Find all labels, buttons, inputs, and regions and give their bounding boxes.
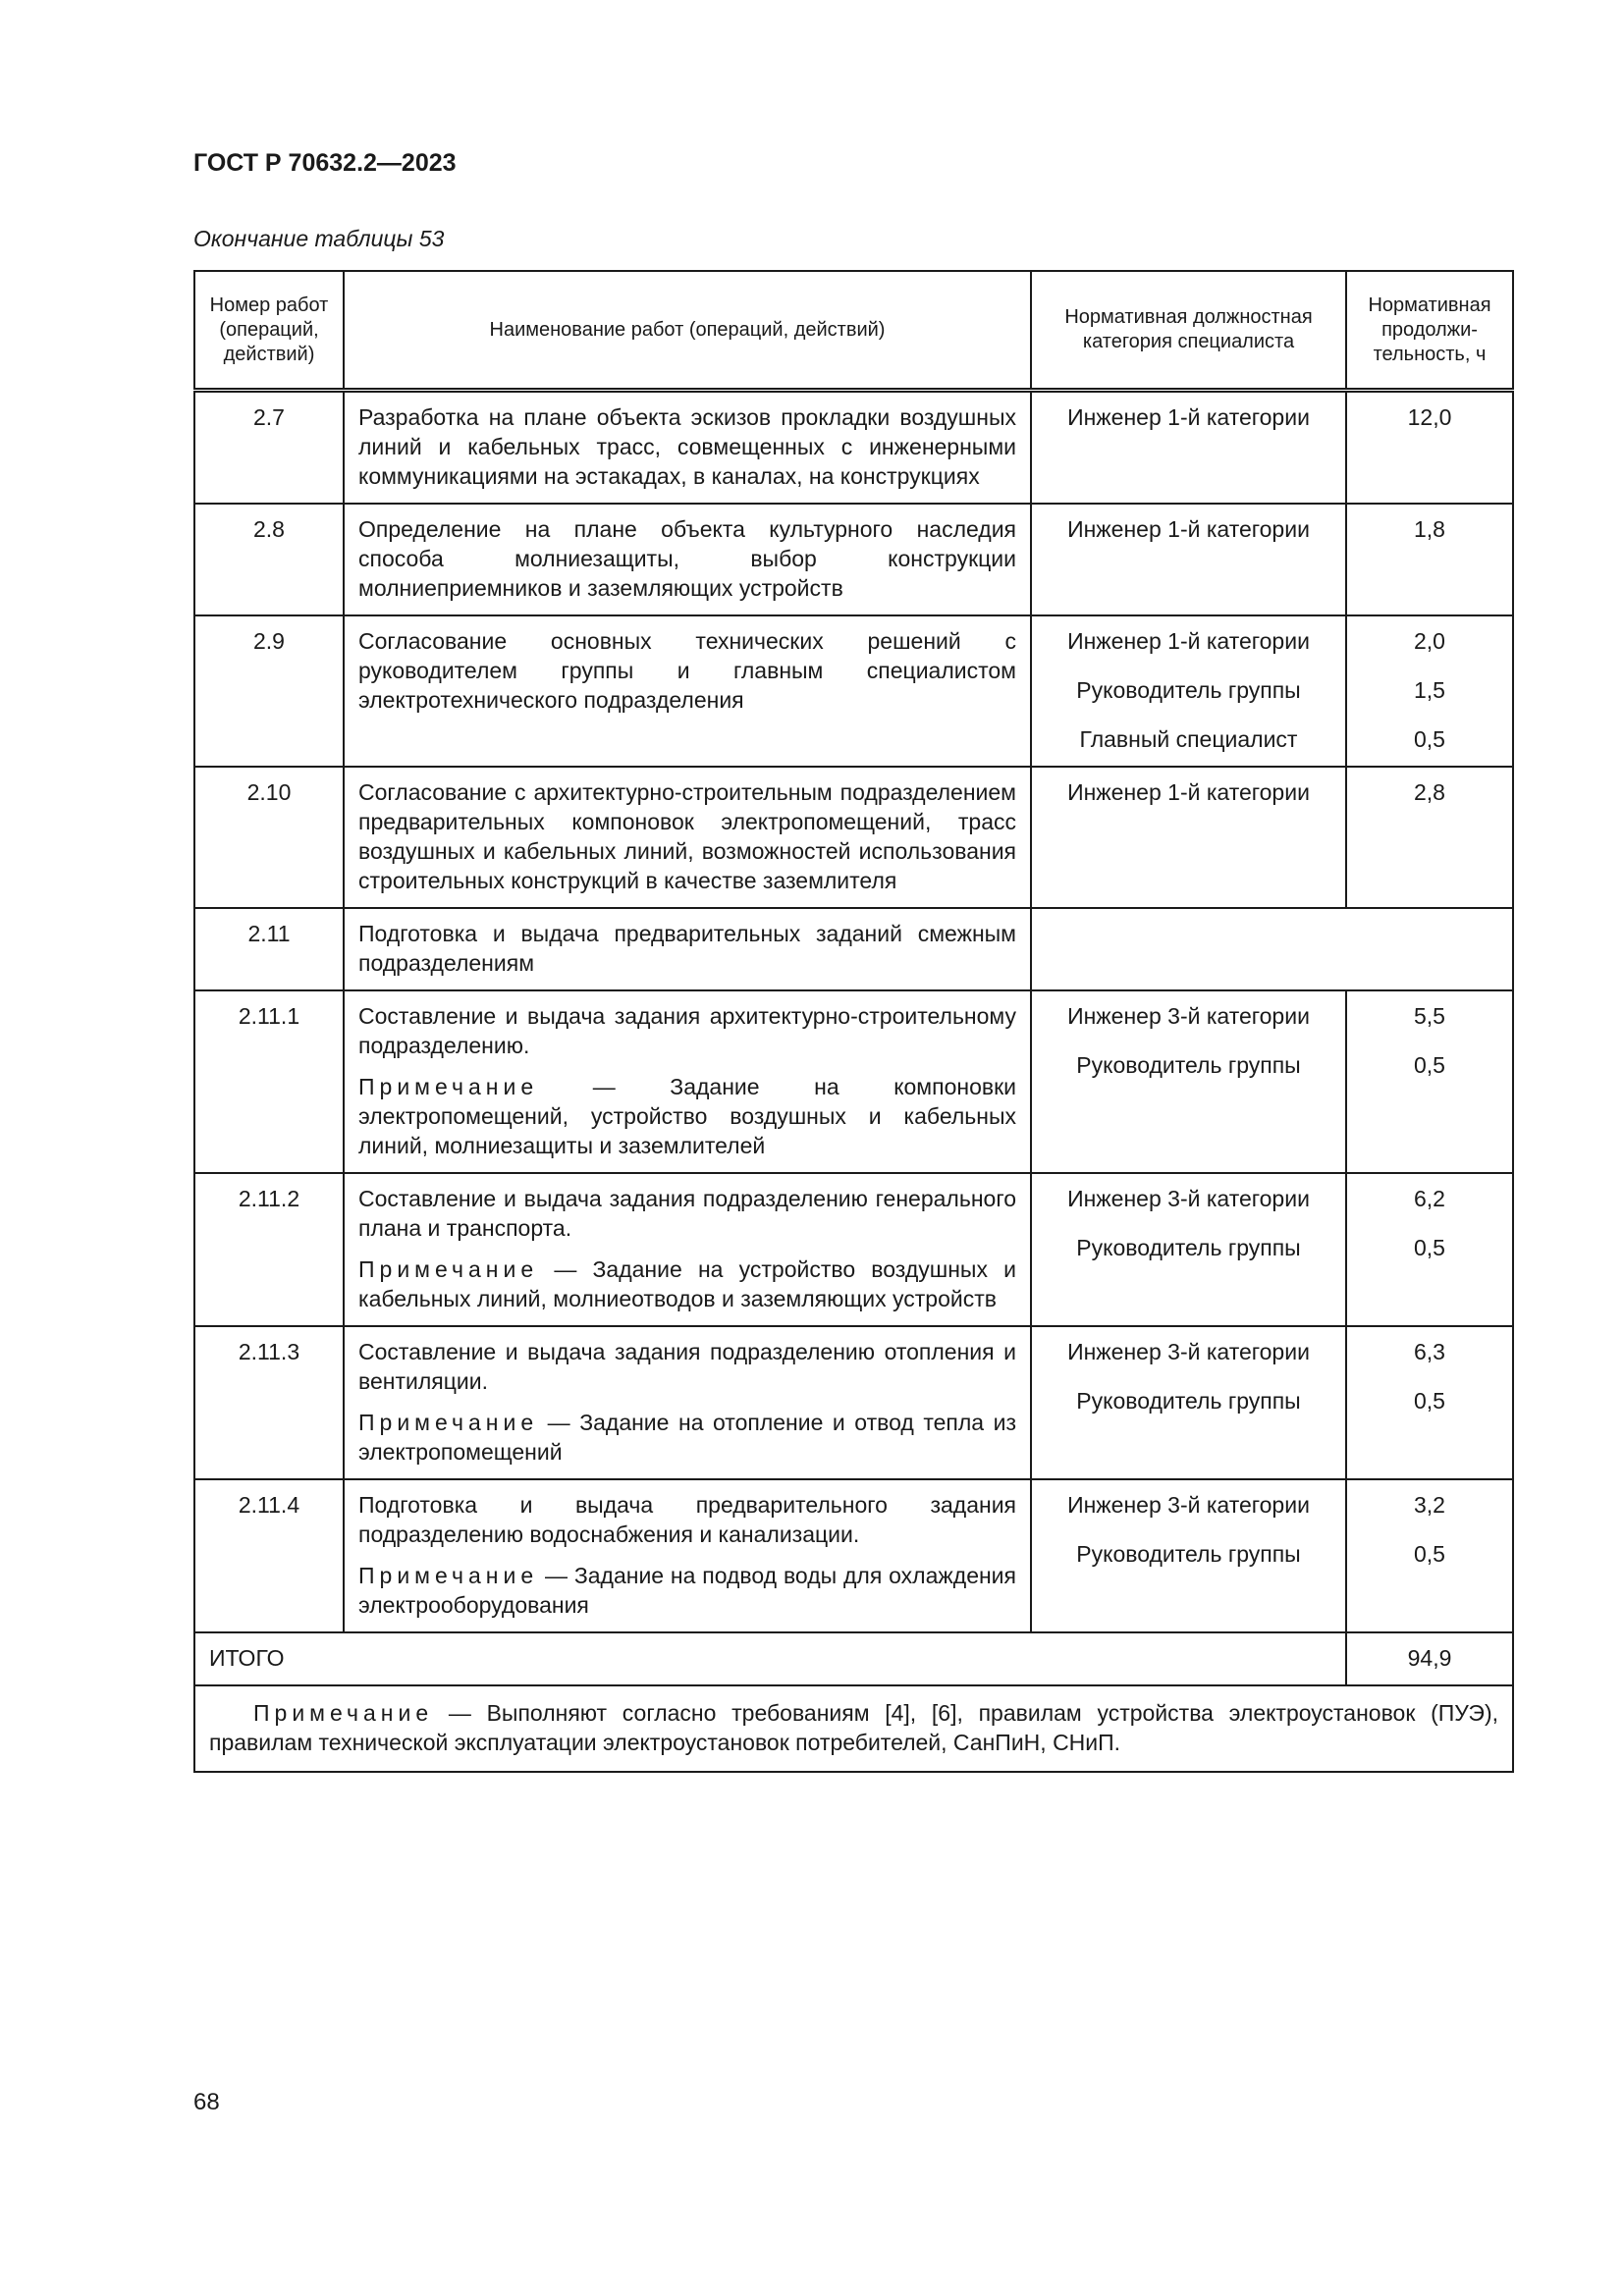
row-number: 2.11.4 bbox=[194, 1479, 344, 1632]
table-row bbox=[194, 908, 1513, 990]
row-number: 2.10 bbox=[194, 767, 344, 908]
total-value: 94,9 bbox=[1346, 1632, 1513, 1685]
row-empty-cell bbox=[1031, 908, 1513, 990]
row-number: 2.11.2 bbox=[194, 1173, 344, 1326]
row-category bbox=[1031, 615, 1346, 767]
category-value: Руководитель группы bbox=[1076, 677, 1301, 703]
note-text: — Задание на отопление и отвод тепла из электропомещений bbox=[358, 1410, 1016, 1465]
document-title: ГОСТ Р 70632.2—2023 bbox=[193, 149, 457, 177]
category-value: Инженер 1-й категории bbox=[1067, 516, 1310, 542]
duration-value: 0,5 bbox=[1414, 726, 1445, 752]
row-category bbox=[1031, 1479, 1346, 1632]
row-name-text: Составление и выдача задания архитектурно-строительному подразделению. bbox=[358, 1003, 1016, 1058]
note-text: — Задание на подвод воды для охлаждения электрооборудования bbox=[358, 1563, 1016, 1618]
duration-value: 6,2 bbox=[1414, 1186, 1445, 1211]
row-duration bbox=[1346, 1173, 1513, 1326]
table-row bbox=[194, 504, 1513, 615]
row-duration bbox=[1346, 504, 1513, 615]
note-label: Примечание bbox=[358, 1410, 539, 1435]
row-name-text: Составление и выдача задания подразделению генерального плана и транспорта. bbox=[358, 1186, 1016, 1241]
row-category bbox=[1031, 1173, 1346, 1326]
duration-value: 2,0 bbox=[1414, 628, 1445, 654]
duration-value: 0,5 bbox=[1414, 1052, 1445, 1078]
row-name-text: Составление и выдача задания подразделению отопления и вентиляции. bbox=[358, 1339, 1016, 1394]
table-row bbox=[194, 1326, 1513, 1479]
row-name: Согласование с архитектурно-строительным подразделением предварительных компоновок электропомещений, трасс воздушных и кабельных линий, возможностей использования строительных конструкций в качестве заземлителя bbox=[344, 767, 1031, 908]
row-duration bbox=[1346, 767, 1513, 908]
header-number: Номер работ (операций, действий) bbox=[194, 271, 344, 391]
category-value: Инженер 1-й категории bbox=[1067, 779, 1310, 805]
table-row bbox=[194, 1479, 1513, 1632]
category-value: Руководитель группы bbox=[1076, 1052, 1301, 1078]
row-name bbox=[344, 1173, 1031, 1326]
row-note bbox=[358, 1408, 1016, 1467]
category-value: Руководитель группы bbox=[1076, 1235, 1301, 1260]
row-name-text: Подготовка и выдача предварительного задания подразделению водоснабжения и канализации. bbox=[358, 1492, 1016, 1547]
row-duration bbox=[1346, 1326, 1513, 1479]
row-category bbox=[1031, 504, 1346, 615]
duration-value: 0,5 bbox=[1414, 1235, 1445, 1260]
row-note bbox=[358, 1255, 1016, 1313]
row-category bbox=[1031, 1326, 1346, 1479]
row-duration bbox=[1346, 391, 1513, 505]
table-footnote bbox=[194, 1685, 1513, 1772]
category-value: Руководитель группы bbox=[1076, 1388, 1301, 1414]
row-number: 2.11.3 bbox=[194, 1326, 344, 1479]
row-number: 2.11 bbox=[194, 908, 344, 990]
header-name: Наименование работ (операций, действий) bbox=[344, 271, 1031, 391]
table-header-row bbox=[194, 271, 1513, 391]
category-value: Инженер 1-й категории bbox=[1067, 404, 1310, 430]
row-name: Разработка на плане объекта эскизов прокладки воздушных линий и кабельных трасс, совмещенных с инженерными коммуникациями на эстакадах, в каналах, на конструкциях bbox=[344, 391, 1031, 505]
note-label: Примечание bbox=[358, 1074, 539, 1099]
total-label: ИТОГО bbox=[194, 1632, 1346, 1685]
table-row bbox=[194, 391, 1513, 505]
total-row bbox=[194, 1632, 1513, 1685]
row-name: Согласование основных технических решений с руководителем группы и главным специалистом электротехнического подразделения bbox=[344, 615, 1031, 767]
footnote-text: — Выполняют согласно требованиям [4], [6], правилам устройства электроустановок (ПУЭ), правилам технической эксплуатации электроустановок потребителей, СанПиН, СНиП. bbox=[209, 1700, 1498, 1755]
duration-value: 5,5 bbox=[1414, 1003, 1445, 1029]
note-label: Примечание bbox=[358, 1256, 539, 1282]
table-row bbox=[194, 767, 1513, 908]
row-duration bbox=[1346, 990, 1513, 1173]
row-name bbox=[344, 1479, 1031, 1632]
table-row bbox=[194, 615, 1513, 767]
note-label: Примечание bbox=[358, 1563, 539, 1588]
row-number: 2.9 bbox=[194, 615, 344, 767]
header-duration: Нормативная продолжи-тельность, ч bbox=[1346, 271, 1513, 391]
row-number: 2.11.1 bbox=[194, 990, 344, 1173]
row-category bbox=[1031, 990, 1346, 1173]
duration-value: 2,8 bbox=[1414, 779, 1445, 805]
duration-value: 12,0 bbox=[1407, 404, 1452, 430]
row-duration bbox=[1346, 1479, 1513, 1632]
duration-value: 1,8 bbox=[1414, 516, 1445, 542]
row-name: Подготовка и выдача предварительных заданий смежным подразделениям bbox=[344, 908, 1031, 990]
duration-value: 6,3 bbox=[1414, 1339, 1445, 1364]
row-duration bbox=[1346, 615, 1513, 767]
footnote-row bbox=[194, 1685, 1513, 1772]
row-name: Определение на плане объекта культурного наследия способа молниезащиты, выбор конструкции молниеприемников и заземляющих устройств bbox=[344, 504, 1031, 615]
note-text: — Задание на устройство воздушных и кабельных линий, молниеотводов и заземляющих устройств bbox=[358, 1256, 1016, 1311]
duration-value: 0,5 bbox=[1414, 1388, 1445, 1414]
category-value: Инженер 3-й категории bbox=[1067, 1003, 1310, 1029]
category-value: Руководитель группы bbox=[1076, 1541, 1301, 1567]
category-value: Инженер 3-й категории bbox=[1067, 1492, 1310, 1518]
footnote-label: Примечание bbox=[253, 1700, 434, 1726]
header-category: Нормативная должностная категория специалиста bbox=[1031, 271, 1346, 391]
table-row bbox=[194, 1173, 1513, 1326]
category-value: Инженер 3-й категории bbox=[1067, 1339, 1310, 1364]
row-name bbox=[344, 990, 1031, 1173]
category-value: Инженер 1-й категории bbox=[1067, 628, 1310, 654]
note-text: — Задание на компоновки электропомещений, устройство воздушных и кабельных линий, молниезащиты и заземлителей bbox=[358, 1074, 1016, 1158]
row-number: 2.8 bbox=[194, 504, 344, 615]
category-value: Главный специалист bbox=[1079, 726, 1298, 752]
work-norms-table bbox=[193, 270, 1514, 1773]
row-name bbox=[344, 1326, 1031, 1479]
row-note bbox=[358, 1072, 1016, 1160]
page-number: 68 bbox=[193, 2089, 220, 2115]
row-number: 2.7 bbox=[194, 391, 344, 505]
row-note bbox=[358, 1561, 1016, 1620]
table-row bbox=[194, 990, 1513, 1173]
row-category bbox=[1031, 391, 1346, 505]
duration-value: 0,5 bbox=[1414, 1541, 1445, 1567]
row-category bbox=[1031, 767, 1346, 908]
duration-value: 3,2 bbox=[1414, 1492, 1445, 1518]
table-caption: Окончание таблицы 53 bbox=[193, 226, 445, 251]
duration-value: 1,5 bbox=[1414, 677, 1445, 703]
category-value: Инженер 3-й категории bbox=[1067, 1186, 1310, 1211]
